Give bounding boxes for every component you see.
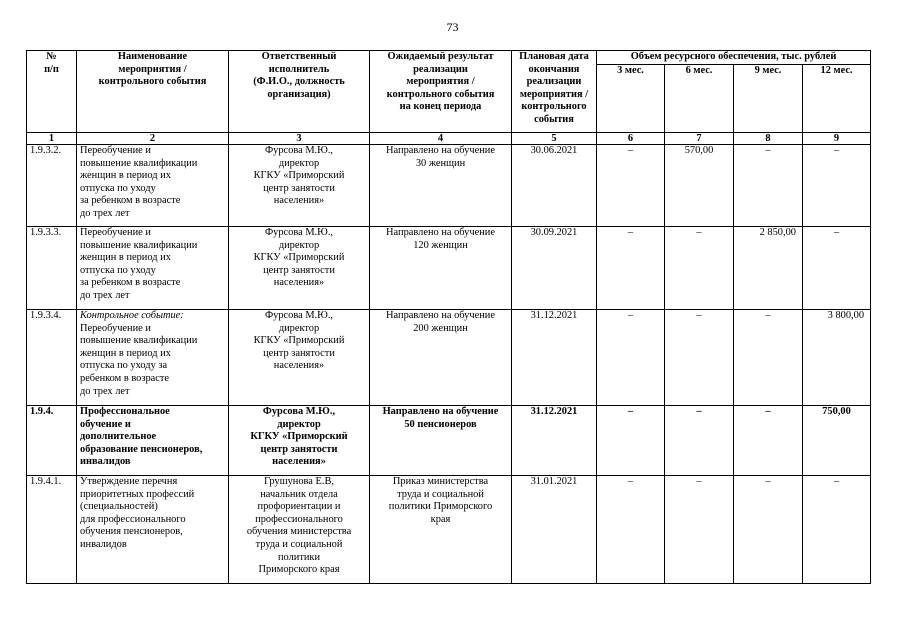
column-number: 4	[370, 133, 512, 145]
row-responsible: Фурсова М.Ю., директор КГКУ «Приморский центр занятости населения»	[229, 145, 370, 227]
row-value-3m: –	[597, 227, 665, 310]
column-number: 2	[77, 133, 229, 145]
header-number: № п/п	[27, 51, 77, 133]
column-number: 3	[229, 133, 370, 145]
column-number-row	[27, 133, 871, 145]
row-responsible: Фурсова М.Ю., директор КГКУ «Приморский центр занятости населения»	[229, 227, 370, 310]
header-expected-result: Ожидаемый результат реализации мероприятия / контрольного события на конец периода	[370, 51, 512, 133]
row-value-6m: –	[665, 310, 734, 406]
row-expected-result: Направлено на обучение 200 женщин	[370, 310, 512, 406]
row-value-6m: –	[665, 406, 734, 476]
row-planned-date: 31.12.2021	[512, 310, 597, 406]
table-row	[27, 310, 871, 406]
column-number: 7	[665, 133, 734, 145]
row-responsible: Грушунова Е.В, начальник отдела профориентации и профессионального обучения министерства труда и социальной политики Приморского края	[229, 476, 370, 584]
column-number: 6	[597, 133, 665, 145]
table-row	[27, 145, 871, 227]
column-number: 8	[734, 133, 803, 145]
row-value-12m: –	[803, 476, 871, 584]
row-planned-date: 31.12.2021	[512, 406, 597, 476]
control-event-label: Контрольное событие:	[80, 310, 184, 321]
row-value-3m: –	[597, 476, 665, 584]
row-value-6m: 570,00	[665, 145, 734, 227]
row-id: 1.9.3.4.	[27, 310, 77, 406]
row-event-name: Профессиональное обучение и дополнительное образование пенсионеров, инвалидов	[77, 406, 229, 476]
header-9-months: 9 мес.	[734, 65, 803, 133]
column-number: 9	[803, 133, 871, 145]
row-value-9m: –	[734, 476, 803, 584]
table-row	[27, 227, 871, 310]
row-event-name: Переобучение и повышение квалификации женщин в период их отпуска по уходу за ребенком в возрасте до трех лет	[77, 145, 229, 227]
table-row	[27, 476, 871, 584]
row-planned-date: 31.01.2021	[512, 476, 597, 584]
header-planned-date: Плановая дата окончания реализации мероприятия / контрольного события	[512, 51, 597, 133]
row-value-12m: –	[803, 145, 871, 227]
row-value-12m: –	[803, 227, 871, 310]
row-value-9m: 2 850,00	[734, 227, 803, 310]
row-id: 1.9.3.2.	[27, 145, 77, 227]
table-row	[27, 406, 871, 476]
row-value-6m: –	[665, 476, 734, 584]
row-expected-result: Направлено на обучение 120 женщин	[370, 227, 512, 310]
row-expected-result: Направлено на обучение 50 пенсионеров	[370, 406, 512, 476]
row-planned-date: 30.09.2021	[512, 227, 597, 310]
page-number: 73	[446, 20, 459, 34]
row-value-9m: –	[734, 406, 803, 476]
header-12-months: 12 мес.	[803, 65, 871, 133]
header-6-months: 6 мес.	[665, 65, 734, 133]
row-responsible: Фурсова М.Ю., директор КГКУ «Приморский центр занятости населения»	[229, 310, 370, 406]
row-value-6m: –	[665, 227, 734, 310]
row-event-name: Переобучение и повышение квалификации женщин в период их отпуска по уходу за ребенком в возрасте до трех лет	[77, 227, 229, 310]
row-id: 1.9.4.1.	[27, 476, 77, 584]
header-resource-group: Объем ресурсного обеспечения, тыс. рублей	[597, 51, 871, 65]
row-id: 1.9.3.3.	[27, 227, 77, 310]
row-value-3m: –	[597, 145, 665, 227]
row-value-3m: –	[597, 310, 665, 406]
column-number: 1	[27, 133, 77, 145]
resource-plan-table	[26, 50, 871, 584]
row-event-name: Утверждение перечня приоритетных профессий (специальностей) для профессионального обучения пенсионеров, инвалидов	[77, 476, 229, 584]
row-planned-date: 30.06.2021	[512, 145, 597, 227]
row-event-name: Переобучение и повышение квалификации женщин в период их отпуска по уходу за ребенком в возрасте до трех лет	[80, 322, 198, 397]
row-event-name-cell	[77, 310, 229, 406]
row-id: 1.9.4.	[27, 406, 77, 476]
row-value-9m: –	[734, 145, 803, 227]
row-value-9m: –	[734, 310, 803, 406]
row-expected-result: Направлено на обучение 30 женщин	[370, 145, 512, 227]
header-responsible: Ответственный исполнитель (Ф.И.О., должность организация)	[229, 51, 370, 133]
row-value-12m: 750,00	[803, 406, 871, 476]
row-value-12m: 3 800,00	[803, 310, 871, 406]
header-event-name: Наименование мероприятия / контрольного события	[77, 51, 229, 133]
column-number: 5	[512, 133, 597, 145]
row-responsible: Фурсова М.Ю., директор КГКУ «Приморский центр занятости населения»	[229, 406, 370, 476]
row-value-3m: –	[597, 406, 665, 476]
row-expected-result: Приказ министерства труда и социальной политики Приморского края	[370, 476, 512, 584]
header-3-months: 3 мес.	[597, 65, 665, 133]
